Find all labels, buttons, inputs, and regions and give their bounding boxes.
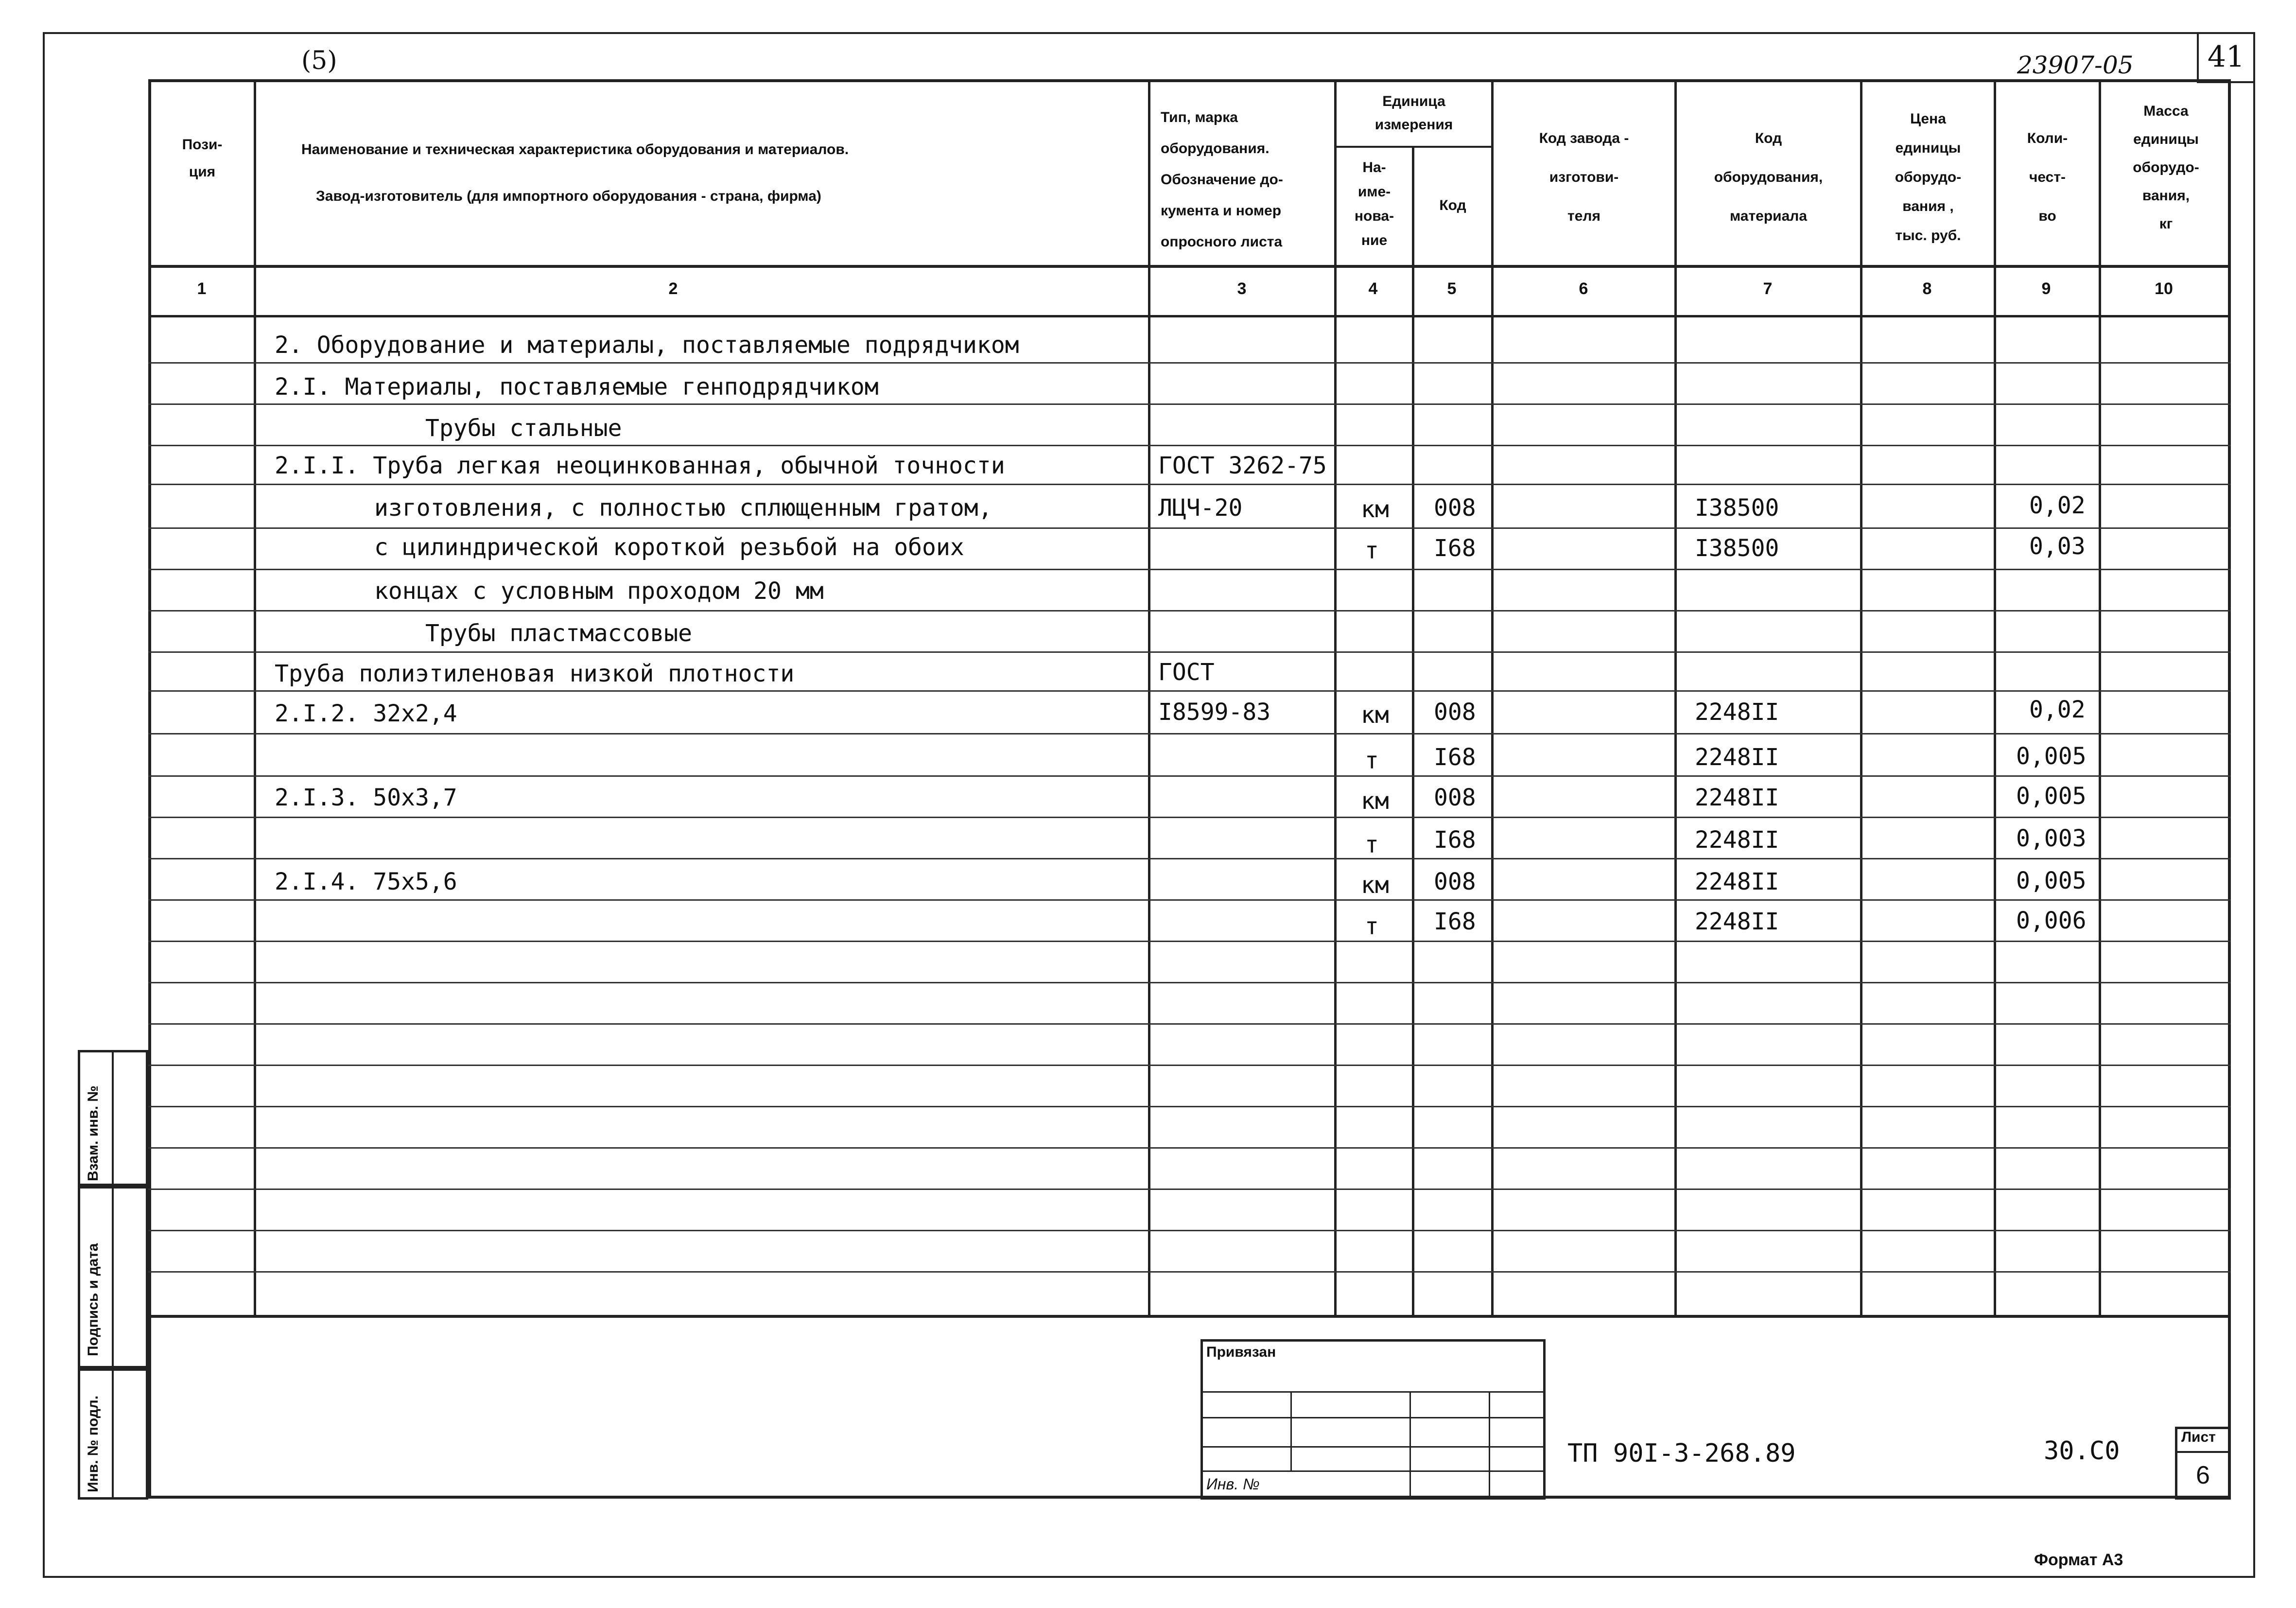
stamp-privyazan-label: Привязан [1206,1344,1276,1360]
cell-qty: 0,005 [2016,783,2087,810]
side-label-podpis: Подпись и дата [85,1243,101,1356]
stamp-line-1 [1200,1391,1546,1393]
col-line-9 [2099,79,2101,1316]
row-line [148,1230,2231,1231]
cell-unit: т [1365,537,1379,564]
row-line [148,1065,2231,1066]
cell-code: 008 [1434,784,1476,811]
cell-code: 008 [1434,868,1476,895]
col-line-8 [1994,79,1996,1316]
colnum-9: 9 [2041,280,2051,298]
cell-mat-code: I38500 [1695,494,1779,522]
header-separator [148,265,2231,268]
header-col5: Код [1439,197,1466,213]
cell-type: ГОСТ 3262-75 [1158,452,1327,479]
doc-number: 23907-05 [2017,51,2134,79]
row-line [148,445,2231,446]
colnum-7: 7 [1763,280,1773,298]
row-line [148,610,2231,612]
cell-name: 2.I.3. 50x3,7 [275,784,457,811]
header-unit-group: Единица измерения [1374,93,1453,133]
row-line [148,817,2231,818]
side-label-inv: Инв. № подл. [85,1395,101,1492]
colnum-10: 10 [2155,280,2173,298]
colnum-8: 8 [1922,280,1932,298]
row-line [148,899,2231,901]
stamp-line-4 [1200,1470,1546,1472]
row-line [148,403,2231,405]
row-line [148,1023,2231,1025]
cell-mat-code: I38500 [1695,535,1779,562]
header-col6: Код завода - изготови- теля [1539,130,1629,224]
cell-unit: км [1361,872,1389,899]
col-line-7 [1860,79,1862,1316]
row-line [148,1106,2231,1107]
cell-name: изготовления, с полностью сплющенным гратом, [374,494,992,522]
cell-mat-code: 2248II [1695,699,1779,726]
section-code: 30.C0 [2044,1436,2120,1466]
cell-name: Трубы стальные [425,415,622,442]
col-line-3 [1334,79,1337,1316]
sheet-divider [2175,1451,2231,1453]
top-label: (5) [301,46,337,75]
cell-unit: т [1365,831,1379,858]
colnum-3: 3 [1237,280,1247,298]
sheet-number: 6 [2196,1461,2210,1489]
header-col7: Код оборудования, материала [1714,130,1823,224]
row-line [148,690,2231,692]
cell-unit: т [1365,913,1379,940]
row-line [148,1271,2231,1273]
header-col8: Цена единицы оборудо- вания , тыс. руб. [1895,111,1962,244]
col-line-2 [1148,79,1150,1316]
row-line [148,733,2231,734]
row-line [148,858,2231,859]
cell-qty: 0,005 [2016,867,2087,894]
cell-mat-code: 2248II [1695,784,1779,811]
header-col2: Наименование и техническая характеристика оборудования и материалов. Завод-изготовитель (для импортного оборудования - страна, фирма) [301,141,849,204]
header-col10: Масса единицы оборудо- вания, кг [2133,103,2199,232]
cell-qty: 0,006 [2016,907,2087,934]
stamp-vline-2 [1409,1391,1411,1500]
cell-qty: 0,005 [2016,743,2087,770]
col-line-1 [254,79,256,1316]
cell-mat-code: 2248II [1695,908,1779,935]
sheet-label: Лист [2181,1429,2216,1445]
cell-type: ГОСТ [1158,659,1215,686]
cell-unit: т [1365,747,1379,774]
header-col4: На- име- нова- ние [1354,159,1394,248]
cell-type: ЛЦЧ-20 [1158,494,1243,522]
page-corner-number [2197,32,2255,83]
side-label-vzam: Взам. инв. № [85,1085,101,1181]
row-line [148,775,2231,777]
cell-name: Трубы пластмассовые [425,620,693,647]
colnum-2: 2 [668,280,678,298]
row-line [148,651,2231,653]
cell-code: I68 [1434,744,1476,771]
cell-unit: км [1361,496,1389,523]
cell-code: I68 [1434,535,1476,562]
cell-code: I68 [1434,908,1476,935]
cell-name: концах с условным проходом 20 мм [374,577,824,605]
row-line [148,569,2231,570]
cell-mat-code: 2248II [1695,744,1779,771]
unit-group-separator [1334,146,1491,148]
cell-name: с цилиндрической короткой резьбой на обоих [374,534,964,561]
stamp-inv-label: Инв. № [1206,1475,1260,1493]
cell-qty: 0,03 [2029,533,2086,560]
colnum-1: 1 [197,280,207,298]
cell-unit: км [1361,701,1389,729]
row-line [148,362,2231,364]
col-line-6 [1674,79,1677,1316]
cell-qty: 0,02 [2029,492,2086,519]
cell-code: 008 [1434,699,1476,726]
stamp-line-2 [1200,1417,1546,1418]
cell-qty: 0,003 [2016,825,2087,852]
cell-name: 2.I. Материалы, поставляемые генподрядчиком [275,373,879,401]
col-line-4 [1412,146,1414,1316]
cell-mat-code: 2248II [1695,868,1779,895]
cell-name: 2.I.4. 75x5,6 [275,868,457,895]
row-line [148,982,2231,983]
row-line [148,1189,2231,1190]
colnum-6: 6 [1579,280,1588,298]
format-label: Формат А3 [2034,1551,2123,1569]
row-line [148,941,2231,942]
cell-code: 008 [1434,494,1476,522]
colnum-4: 4 [1368,280,1378,298]
cell-type: I8599-83 [1158,699,1271,726]
header-col3: Тип, марка оборудования. Обозначение до- кумента и номер опросного листа [1161,109,1283,250]
stamp-vline-3 [1489,1391,1490,1500]
row-line [148,527,2231,529]
cell-name: 2. Оборудование и материалы, поставляемые подрядчиком [275,332,1019,359]
cell-code: I68 [1434,826,1476,854]
col-line-5 [1491,79,1494,1316]
header-col1: Пози- ция [182,137,223,180]
side-divider [112,1050,114,1500]
doc-code: ТП 90I-3-268.89 [1567,1439,1796,1468]
cell-name: 2.I.2. 32x2,4 [275,700,457,727]
column-number-separator [148,315,2231,317]
cell-mat-code: 2248II [1695,826,1779,854]
cell-name: Труба полиэтиленовая низкой плотности [275,660,795,687]
page-corner-value: 41 [2207,40,2245,74]
cell-qty: 0,02 [2029,696,2086,723]
stamp-vline-1 [1290,1391,1292,1470]
row-line [148,1147,2231,1149]
cell-unit: км [1361,787,1389,815]
colnum-5: 5 [1447,280,1457,298]
cell-name: 2.I.I. Труба легкая неоцинкованная, обычной точности [275,452,1005,479]
header-col9: Коли- чест- во [2027,130,2068,224]
stamp-line-3 [1200,1446,1546,1448]
table-bottom-line [148,1315,2231,1318]
row-line [148,484,2231,485]
